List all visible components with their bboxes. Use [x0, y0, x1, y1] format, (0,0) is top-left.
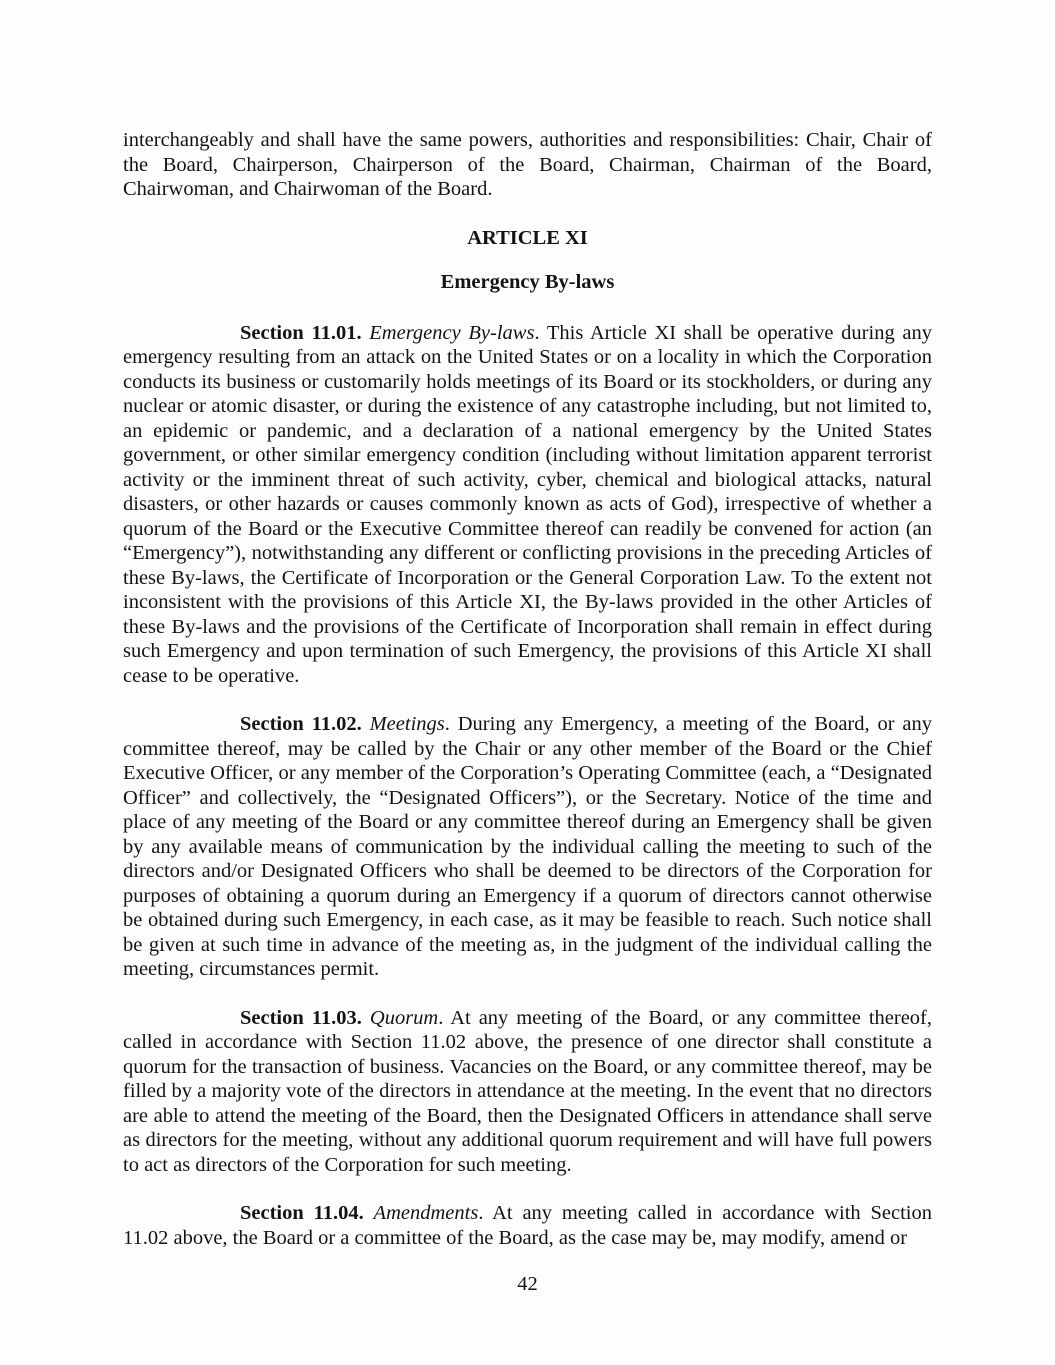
section-body: . During any Emergency, a meeting of the Board, or any committee thereof, may be called by the Chair or any other member of the Board or the Chief Executive Officer, or any member of the Corporation’s Operating Committee (each, a “Designated Officer” and collectively, the “Designated Officers”), or the Secretary. Notice of the time and place of any meeting of the Board or any committee thereof during an Emergency shall be given by any available means of communication by the individual calling the meeting to such of the directors and/or Designated Officers who shall be deemed to be directors of the Corporation for purposes of obtaining a quorum during an Emergency if a quorum of directors cannot otherwise be obtained during such Emergency, in each case, as it may be feasible to reach. Such notice shall be given at such time in advance of the meeting as, in the judgment of the individual calling the meeting, circumstances permit. [123, 713, 932, 980]
section-title: Amendments [373, 1202, 479, 1224]
article-heading: ARTICLE XI [467, 226, 588, 249]
section-label: Section 11.01. [240, 321, 362, 344]
section-body: . This Article XI shall be operative during any emergency resulting from an attack on the United States or on a locality in which the Corporation conducts its business or customarily holds meetings of its Board or its stockholders, or during any nuclear or atomic disaster, or during the existence of any catastrophe including, but not limited to, an epidemic or pandemic, and a declaration of a national emergency by the United States government, or other similar emergency condition (including without limitation apparent terrorist activity or the imminent threat of such activity, cyber, chemical and biological attacks, natural disasters, or other hazards or causes commonly known as acts of God), irrespective of whether a quorum of the Board or the Executive Committee thereof can readily be convened for action (an “Emergency”), notwithstanding any different or conflicting provisions in the preceding Articles of these By-laws, the Certificate of Incorporation or the General Corporation Law. To the extent not inconsistent with the provisions of this Article XI, the By-laws provided in the other Articles of these By-laws and the provisions of the Certificate of Incorporation shall remain in effect during such Emergency and upon termination of such Emergency, the provisions of this Article XI shall cease to be operative. [123, 321, 932, 687]
section-paragraph-11-04 [123, 1201, 932, 1250]
page-number: 42 [517, 1273, 538, 1295]
section-title: Emergency By-laws [369, 321, 535, 344]
continuation-paragraph: interchangeably and shall have the same powers, authorities and responsibilities: Chair, Chair of the Board, Chairperson, Chairperson of the Board, Chairman, Chairman of the Board, Chairwoman, and Chairwoman of the Board. [123, 129, 932, 200]
section-title: Quorum [369, 1006, 439, 1029]
section-paragraph-11-03 [123, 1006, 932, 1178]
section-label: Section 11.04. [240, 1202, 364, 1224]
section-label: Section 11.02. [240, 713, 362, 735]
section-label: Section 11.03. [240, 1006, 362, 1029]
article-subheading: Emergency By-laws [440, 271, 615, 293]
section-body: . At any meeting called in accordance with Section 11.02 above, the Board or a committee of the Board, as the case may be, may modify, amend or [123, 1202, 932, 1249]
section-paragraph-11-01 [123, 321, 932, 689]
section-body: . At any meeting of the Board, or any committee thereof, called in accordance with Section 11.02 above, the presence of one director shall constitute a quorum for the transaction of business. Vacancies on the Board, or any committee thereof, may be filled by a majority vote of the directors in attendance at the meeting. In the event that no directors are able to attend the meeting of the Board, then the Designated Officers in attendance shall serve as directors for the meeting, without any additional quorum requirement and will have full powers to act as directors of the Corporation for such meeting. [123, 1006, 932, 1176]
section-paragraph-11-02 [123, 712, 932, 982]
section-title: Meetings [369, 713, 445, 735]
